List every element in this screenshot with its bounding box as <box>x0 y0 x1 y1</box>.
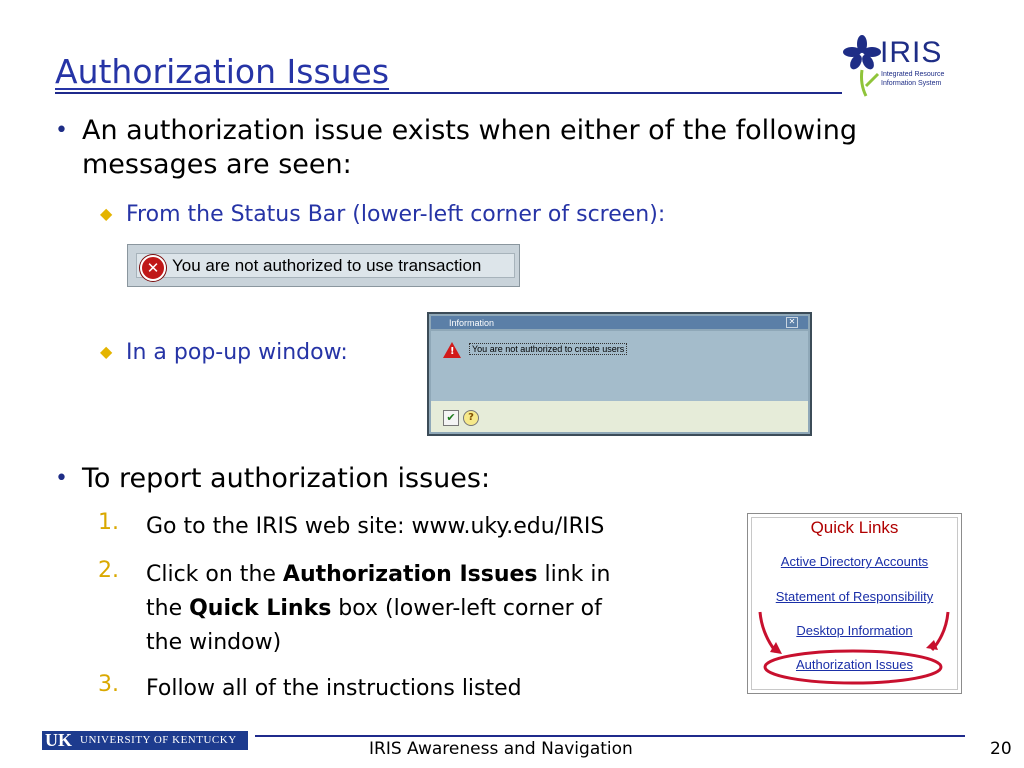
bullet-line2: messages are seen: <box>82 149 352 180</box>
step-text: Follow all of the instructions listed <box>146 676 522 701</box>
university-name: UNIVERSITY OF KENTUCKY <box>80 734 237 746</box>
uk-mark: UK <box>45 730 72 750</box>
close-icon: ✕ <box>786 317 798 328</box>
bullet-report-text: To report authorization issues: <box>82 463 491 494</box>
bullet-dot-icon: • <box>55 118 68 143</box>
quick-link-authorization-issues[interactable]: Authorization Issues <box>795 657 914 672</box>
highlight-arrows-icon <box>748 514 961 693</box>
slide-title: Authorization Issues <box>55 52 390 91</box>
popup-title: Information <box>449 318 495 328</box>
step-bold-authorization-issues: Authorization Issues <box>282 562 538 587</box>
step-text-part: the window) <box>146 630 282 655</box>
quick-links-title: Quick Links <box>810 518 899 537</box>
popup-screenshot <box>427 312 812 436</box>
step-text-part: Click on the <box>146 562 283 587</box>
step-bold-quick-links: Quick Links <box>189 596 332 621</box>
step-number: 2. <box>98 558 119 583</box>
popup-message: You are not authorized to create users <box>469 343 627 355</box>
status-bar-screenshot <box>127 244 520 287</box>
error-icon: ✕ <box>140 255 166 281</box>
step-text-part: the <box>146 596 190 621</box>
logo-subtitle-line1: Integrated Resource <box>881 71 945 78</box>
diamond-bullet-icon: ◆ <box>100 342 113 361</box>
quick-link-statement[interactable]: Statement of Responsibility <box>775 589 934 604</box>
bullet-line1: An authorization issue exists when either of the following <box>82 115 858 146</box>
step-text-part: box (lower-left corner of <box>331 596 602 621</box>
diamond-bullet-icon: ◆ <box>100 204 113 223</box>
uk-logo <box>42 731 248 750</box>
step-number: 3. <box>98 672 119 697</box>
step-text-part: link in <box>537 562 611 587</box>
bullet-dot-icon: • <box>55 466 68 491</box>
footer-title: IRIS Awareness and Navigation <box>369 739 633 759</box>
warning-mark: ! <box>450 346 455 357</box>
checkmark-icon: ✔ <box>443 410 459 426</box>
quick-link-active-directory[interactable]: Active Directory Accounts <box>780 554 929 569</box>
status-bar-message: You are not authorized to use transaction <box>172 256 482 275</box>
footer-rule <box>255 735 965 737</box>
title-rule <box>55 92 842 94</box>
logo-subtitle <box>881 70 944 88</box>
popup-body <box>431 331 808 401</box>
step-text <box>146 558 610 660</box>
step-text: Go to the IRIS web site: www.uky.edu/IRIS <box>146 514 605 539</box>
sub-bullet-statusbar-text: From the Status Bar (lower-left corner of screen): <box>126 202 666 227</box>
sub-bullet-popup-text: In a pop-up window: <box>126 340 348 365</box>
logo-wordmark: IRIS <box>880 36 943 69</box>
logo-subtitle-line2: Information System <box>881 80 942 87</box>
quick-link-desktop[interactable]: Desktop Information <box>796 623 913 638</box>
help-icon: ? <box>463 410 479 426</box>
page-number: 20 <box>990 739 1012 759</box>
step-number: 1. <box>98 510 119 535</box>
popup-footer <box>431 401 808 432</box>
quick-links-box <box>747 513 962 694</box>
